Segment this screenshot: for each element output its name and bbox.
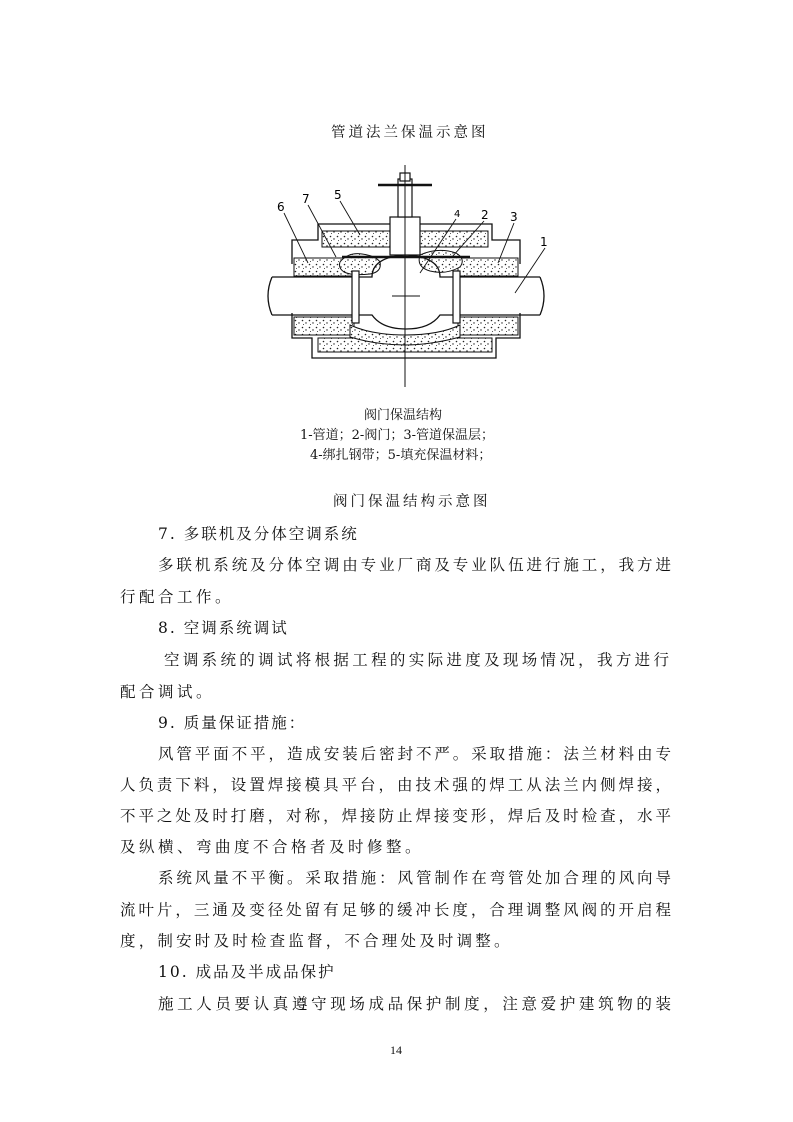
section-7-paragraph-line-1: 多联机系统及分体空调由专业厂商及专业队伍进行施工，我方进: [158, 556, 671, 574]
figure-caption-flange: 管道法兰保温示意图: [331, 125, 489, 141]
callout-2: 2: [481, 208, 489, 222]
pipe-left: [268, 277, 352, 315]
flange-left: [352, 271, 359, 323]
pipe-insulation-top-right: [458, 258, 518, 276]
pipe-insulation-bottom-right: [458, 317, 518, 335]
callout-6: 6: [277, 200, 285, 214]
callout-5: 5: [334, 188, 342, 202]
section-9-heading: 9. 质量保证措施：: [158, 714, 307, 732]
section-9-paragraph-2-line-2: 流叶片，三通及变径处留有足够的缓冲长度，合理调整风阀的开启程: [120, 901, 671, 919]
section-9-paragraph-2-line-1: 系统风量不平衡。采取措施：风管制作在弯管处加合理的风向导: [158, 869, 671, 887]
callout-4: 4: [454, 209, 461, 220]
leader-3: [498, 223, 514, 263]
section-8-paragraph-line-1: 空调系统的调试将根据工程的实际进度及现场情况，我方进行: [164, 651, 669, 669]
section-8-paragraph-line-2: 配合调试。: [120, 683, 216, 701]
section-10-heading: 10. 成品及半成品保护: [158, 963, 336, 981]
flange-right: [453, 271, 460, 323]
callout-1: 1: [540, 235, 548, 249]
section-7-paragraph-line-2: 行配合工作。: [120, 588, 235, 606]
valve-diagram-legend-line-2: 4-绑扎钢带；5-填充保温材料；: [310, 448, 492, 463]
section-9-paragraph-1-line-3: 不平之处及时打磨，对称，焊接防止焊接变形，焊后及时检查，水平: [120, 807, 671, 825]
section-7-heading: 7. 多联机及分体空调系统: [158, 525, 359, 543]
valve-diagram-subtitle: 阀门保温结构: [364, 408, 443, 423]
insulation-blob-right: [419, 250, 462, 272]
valve-insulation-diagram: [0, 165, 793, 425]
section-9-paragraph-1-line-2: 人负责下料，设置焊接模具平台，由技术强的焊工从法兰内侧焊接，: [120, 776, 671, 794]
callout-3: 3: [510, 210, 518, 224]
pipe-insulation-bottom-left: [294, 317, 354, 335]
figure-caption-valve: 阀门保温结构示意图: [333, 494, 491, 510]
section-8-heading: 8. 空调系统调试: [158, 619, 289, 637]
section-9-paragraph-2-line-3: 度，制安时及时检查监督，不合理处及时调整。: [120, 932, 513, 950]
page-number: 14: [390, 1043, 402, 1057]
pipe-right: [460, 277, 544, 315]
section-9-paragraph-1-line-1: 风管平面不平，造成安装后密封不严。采取措施：法兰材料由专: [158, 745, 671, 763]
leader-6: [284, 213, 308, 263]
section-9-paragraph-1-line-4: 及纵横、弯曲度不合格者及时修整。: [120, 838, 425, 856]
valve-diagram-legend-line-1: 1-管道；2-阀门；3-管道保温层；: [300, 428, 494, 443]
section-10-paragraph-line-1: 施工人员要认真遵守现场成品保护制度，注意爱护建筑物的装: [158, 995, 671, 1013]
callout-7: 7: [302, 192, 310, 206]
leader-5: [340, 201, 360, 235]
